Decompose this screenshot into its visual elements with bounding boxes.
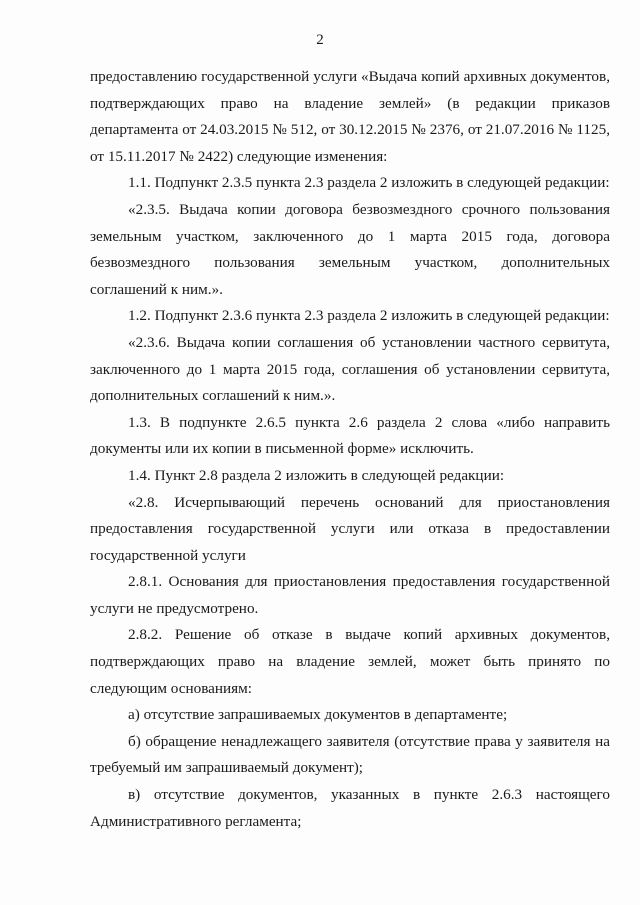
paragraph-continuation — [90, 64, 610, 170]
paragraph-1-2 — [90, 303, 610, 330]
text-line: предоставлению государственной услуги «Выдача копий архивных документов, — [90, 68, 610, 85]
text-line: «2.8. Исчерпывающий перечень оснований для приостановления — [128, 493, 610, 511]
paragraph-1-4 — [90, 463, 610, 490]
text-line: 2.8.1. Основания для приостановления предоставления государственной — [128, 573, 610, 591]
paragraph-1-1 — [90, 170, 610, 197]
text-line: 1.2. Подпункт 2.3.6 пункта 2.3 раздела 2 изложить в следующей редакции: — [128, 307, 610, 325]
text-line: Административного регламента; — [90, 812, 302, 830]
text-line: подтверждающих право на владение землей» (в редакции приказов — [90, 94, 610, 112]
list-item-b — [90, 729, 610, 782]
paragraph-2-8-quote — [90, 490, 610, 570]
text-line: 1.1. Подпункт 2.3.5 пункта 2.3 раздела 2 изложить в следующей редакции: — [128, 174, 610, 192]
text-line: безвозмездного пользования земельным участком, дополнительных — [90, 254, 610, 272]
text-line: от 15.11.2017 № 2422) следующие изменения: — [90, 147, 388, 165]
paragraph-2-8-1 — [90, 569, 610, 622]
text-line: департамента от 24.03.2015 № 512, от 30.12.2015 № 2376, от 21.07.2016 № 1125, — [90, 121, 610, 139]
document-body — [90, 64, 610, 835]
text-line: государственной услуги — [90, 546, 246, 564]
list-item-v — [90, 782, 610, 835]
text-line: 2.8.2. Решение об отказе в выдаче копий архивных документов, — [128, 626, 610, 644]
text-line: б) обращение ненадлежащего заявителя (отсутствие права у заявителя на — [128, 732, 610, 750]
text-line: дополнительных соглашений к ним.». — [90, 387, 336, 405]
paragraph-2-3-5-quote — [90, 197, 610, 303]
text-line: заключенного до 1 марта 2015 года, соглашения об установлении сервитута, — [90, 360, 610, 378]
text-line: земельным участком, заключенного до 1 марта 2015 года, договора — [90, 227, 610, 245]
list-item-a — [90, 702, 610, 729]
text-line: «2.3.6. Выдача копии соглашения об установлении частного сервитута, — [128, 333, 610, 351]
text-line: в) отсутствие документов, указанных в пункте 2.6.3 настоящего — [128, 786, 610, 804]
text-line: 1.3. В подпункте 2.6.5 пункта 2.6 раздела 2 слова «либо направить — [128, 413, 610, 431]
text-line: соглашений к ним.». — [90, 280, 223, 298]
paragraph-2-8-2 — [90, 622, 610, 702]
text-line: «2.3.5. Выдача копии договора безвозмездного срочного пользования — [128, 200, 610, 218]
text-line: документы или их копии в письменной форме» исключить. — [90, 440, 474, 458]
text-line: подтверждающих право на владение землей, может быть принято по — [90, 653, 610, 671]
text-line: а) отсутствие запрашиваемых документов в департаменте; — [128, 706, 508, 724]
text-line: требуемый им запрашиваемый документ); — [90, 759, 364, 777]
text-line: следующим основаниям: — [90, 679, 252, 697]
text-line: 1.4. Пункт 2.8 раздела 2 изложить в следующей редакции: — [128, 466, 505, 484]
page-number: 2 — [316, 32, 324, 48]
paragraph-1-3 — [90, 410, 610, 463]
text-line: предоставления государственной услуги или отказа в предоставлении — [90, 520, 610, 538]
text-line: услуги не предусмотрено. — [90, 599, 259, 617]
paragraph-2-3-6-quote — [90, 330, 610, 410]
